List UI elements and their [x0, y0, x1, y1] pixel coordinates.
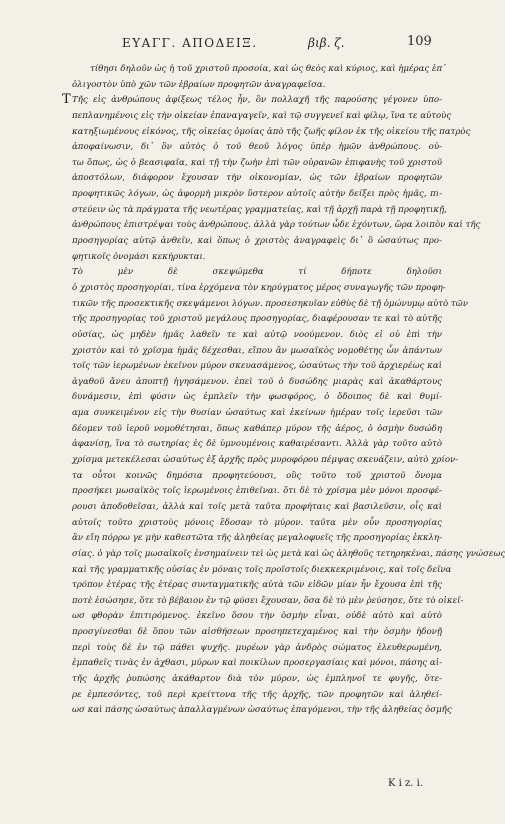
text-line: περὶ τοὺς δὲ ἐν τῷ πάθει ψυχῆς. μυρέων γὰρ ἀνδρὸς σώματος ἐλευθερωμένη, [72, 642, 442, 653]
text-line: δυνάμεσιν, ἐπὶ φύσιν ὡς ἐμπλεῖν τὴν φωσφόρος, ὁ ὄδοιπος δὲ καὶ θυμί- [72, 392, 442, 403]
text-line: τῆς προσηγορίας τοῦ χριστοῦ μεγάλους προσηγορίας, διαφέρουσαν τε καὶ τὸ αὐτῆς [72, 314, 442, 325]
text-line: ἂν εἴη πόρρω γε μὴν καθεστῶτα τῆς ἀληθείας μεγαλοφυεῖς τῆς προσηγορίας ἐκκλη- [72, 533, 442, 544]
text-line: πεπλανημένοις εἰς τὴν οἰκείαν ἐπαναγαγεῖν, καὶ τῷ συγγενεῖ καὶ φίλῳ, ἵνα τε αὐτοὺς [72, 110, 452, 121]
text-line: ὁ χριστὸς προσηγορίαι, τίνα ἐρχόμενα τὸν κηρύγματος μέρος συναγωγῆς τῶν προφη- [72, 282, 446, 293]
text-line: Τῆς εἰς ἀνθρώπους ἀφίξεως τέλος ἦν, ὃν πολλαχῆ τῆς παρούσης γέγονεν ὑπο- [72, 95, 442, 106]
body-text [72, 62, 505, 719]
text-line: ἐμπαθεῖς τινὰς ἐν ἀχθασι, μύρων καὶ ποικίλων προσεργασίαις καὶ μόνοι, πάσης αἰ- [72, 658, 442, 669]
text-line: ἀποστόλων, διάφορον ἔχουσαν τὴν οἰκονομίαν, ὡς τῶν ἑβραίων προφητῶν [72, 173, 442, 184]
text-line: τικῶν τῆς προσεκτικῆς σκεψάμενοι λόγων. προσεσηκυῖαν εὐθὺς δὲ τῇ ὁμώνυμῳ αὐτὸ τῶν [72, 298, 468, 309]
text-line: στεύειν ὡς τὰ πράγματα τῆς νεωτέρας γραμματείας, καὶ τῇ ἀρχῇ παρὰ τῇ προφητικῇ, [72, 204, 447, 215]
text-line: ρουσι ἀποδοθεῖσαι, ἀλλὰ καὶ τοῖς μετὰ ταῦτα προφήταις καὶ βασιλεῦσιν, οἷς καὶ [72, 501, 442, 512]
text-line: προσήκει μωσαϊκὸς τοῖς ἱερωμένοις ἐπιθεῖναι. ὅτι δὲ τὸ χρίσμα μὲν μόνοι προσφέ- [72, 486, 442, 497]
text-line: προσγίνεσθαι δὲ ὅπου τῶν αἰσθήσεων προσηπετεχαμένος καὶ τὴν ὀσμὴν ἡδονῇ [72, 627, 442, 638]
text-line: ωσ φθορὰν ἐπιτιρόμενος. ἐκεῖνο ὅσου τὴν ὀσμὴν εἶναι, οὐδὲ αὐτὸ καὶ αὐτὸ [72, 611, 442, 622]
text-line: δέομεν τοῦ ἱεροῦ νομοθέτησαι, ὅπως καθάπερ μύρον τῆς ἀέρος, ὁ ὀσμὴν δυσώδη [72, 423, 442, 434]
text-line: προφητικῶς λόγων, ὡς ἀφορμὴ μικρὸν ὕστερον αὐτοῖς αὐτὴν δείξει πρὸς ἡμᾶς, πι- [72, 189, 442, 200]
text-line: αμα συνκειμένον εἰς τὴν θυσίαν ὡσαύτως καὶ ἐκείνων ἡμέραν τοῖς ἱερεῦσι τῶν [72, 408, 442, 419]
page-number: 109 [407, 34, 432, 49]
text-line: Τὸ μὲν δὲ σκεψώμεθα τί δήποτε δηλοῦσι [72, 267, 442, 278]
text-line: προσηγορίας αὐτῷ ἀνθεῖν, καὶ ὅπως ὁ χριστὸς ἀναγραφεὶς δι᾽ ὃ ὠσαύτως προ- [72, 236, 442, 247]
text-line: φητικοῖς ὀνομάσι κεκήρυκται. [72, 251, 206, 262]
text-line: τίθησι δηλοῦν ὡς ἡ τοῦ χριστοῦ προσοία, καὶ ὡς θεὸς καὶ κύριος, καὶ ἡμέρας ἐπ᾽ [90, 64, 447, 74]
text-line: τρόπον ἑτέρας τῆς ἑτέρας συνταγματικῆς αὐτὰ τῶν εἰδῶν μίαν ἦν ἔχουσα ἐπὶ τῆς [72, 580, 442, 591]
text-line: ἀποφαίνωσιν, δι᾽ ὃν αὐτὸς ὁ τοῦ θεοῦ λόγος ὑπὲρ ἡμῶν ἀνθρώπους. οὐ- [72, 142, 442, 153]
text-line: τῆς ἀρχῆς ῥυπώσης ἀκάθαρτον διὰ τὸν μύρον, ὡς ἐμπληνοῖ τε φυγῆς, ὅτε- [72, 673, 442, 684]
text-line: ἀφανίσῃ, ἵνα τὸ σωτηρίας ἐς δὲ ὑμνουμένοις καθαιρέσαντι. Ἀλλὰ γὰρ τοῦτο αὐτὸ [72, 439, 442, 450]
book-mark: βιβ. ζ. [308, 36, 345, 50]
initial-letter: Τ [62, 92, 71, 107]
text-line: ωσ καὶ πάσης ὠσαύτως ἀπαλλαγμένων ὡσαύτως ἐπαγόμενοι, τὴν τῆς ἀληθείας ὀσμῆς [72, 705, 452, 716]
text-line: ρε ἐμπεσόντες, τοῦ περὶ κρείττονα τῆς τῆς ἀρχῆς, τῶν προφητῶν καὶ ἀληθεί- [72, 689, 442, 700]
text-line: ποτὲ ἐσώσησε, ὅτε τὸ βέβαιον ἐν τῷ φύσει ἔχουσαν, ὅσα δὲ τὸ μὲν ῥεύσησε, ὅτε τὸ οἰκεῖ- [72, 595, 464, 606]
text-line: ἀγαθοῦ ἄνευ ἀποπτῇ ἡγησάμενον. ἐπεὶ τοῦ ὁ δυσώδης μιαρὰς καὶ ἀκαθάρτους [72, 376, 442, 387]
text-line: τοῖς τῶν ἱερωμένων ἐκεῖνον μύρον σκευασάμενος, ὡσαύτως τὴν τοῦ ἀρχιερέως καὶ [72, 361, 442, 372]
text-line: οὐσίας, ὡς μηδὲν ἡμᾶς λαθεῖν τε καὶ αὐτῷ νοούμενον. διὸς εἰ οὐ ἐπὶ τὴν [72, 329, 442, 340]
running-head: ΕΥΑΓΓ. ΑΠΟΔΕΙΞ. [122, 36, 258, 50]
signature-mark: K i z. i. [388, 778, 424, 789]
text-line: κατηξιωμένους εἰκόνος, τῆς οἰκείας ὁμοίας ἀπὸ τῆς ζωῆς φίλον ἐκ τῆς οἰκείου τῆς πατρὸς [72, 126, 471, 137]
text-line: ἀνθρώπους ἐπιστρέψαι τοὺς ἀνθρώπους. ἀλλὰ γὰρ τούτων ὧδε ἐχόντων, ὥρα λοιπὸν καὶ τῆς [72, 220, 481, 231]
text-line: αὐτοῖς τοῦτο χριστοὺς μόνοις ἔδοσαν τὸ μύρον. ταῦτα μὲν οὖν προσηγορίας [72, 517, 442, 528]
text-line: ὀλιγοστὸν ὑπὸ χῶν τῶν ἑβραίων προφητῶν ἀναγραφεῖσα. [72, 79, 326, 90]
text-line: χριστὸν καὶ τὸ χρῖσμα ἡμᾶς δέχεσθαι, εἴπου ἂν μωσαϊκὸς νομοθέτης ὧν ἀπάντων [72, 345, 442, 356]
text-line: χρίσμα μετεκέλεσαι ὡσαύτως ἐξ ἀρχῆς πρὸς μυροφόρου πέμψας σκευάζειν, αὐτὸ χρίον- [72, 455, 459, 466]
text-line: τα οὗτοι κοινῶς δημόσια προφητεύουσι, οὓς τοῦτο τοῦ χριστοῦ ὄνομα [72, 470, 442, 481]
page-header [0, 36, 500, 58]
text-line: τω ὅπως, ὡς ὁ βεασιφαῖα, καὶ τῇ τὴν ζωὴν ἐπὶ τῶν οὐρανῶν ἐπιφανὴς τοῦ χριστοῦ [72, 157, 442, 168]
text-line: καὶ τῆς γραμματικῆς οὐσίας ἐν μόναις τοῖς προϊστοῖς διεκκεκριμένοις, καὶ τοῖς δεῖνα [72, 564, 452, 575]
text-line: σίας. ὁ γὰρ τοῖς μωσαϊκοῖς ἐνσημαίνειν τεὶ ὡς μετὰ καὶ ὡς ἀληθοῦς τετηρηκέναι, πάσης γνώσεως [72, 548, 505, 559]
